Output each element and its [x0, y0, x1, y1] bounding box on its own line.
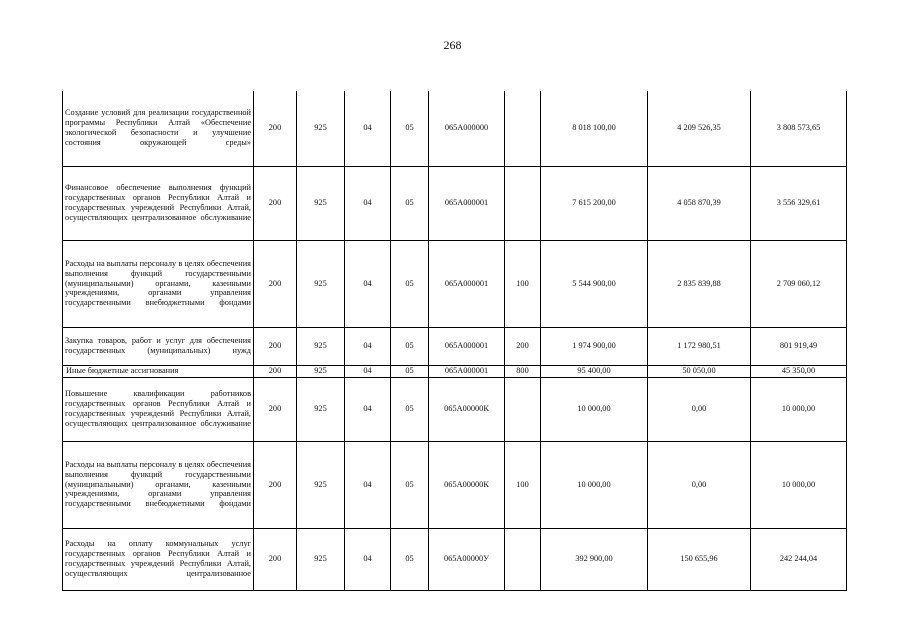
cell-amount-remaining: 10 000,00	[751, 441, 847, 528]
cell-amount-remaining: 242 244,04	[751, 528, 847, 590]
row-description: Расходы на оплату коммунальных услуг государственных органов Республики Алтай и государственных учреждений Республики Алтай, осуществляющих централизованное	[63, 528, 254, 590]
cell-amount-plan: 8 018 100,00	[541, 91, 648, 166]
cell-col1: 200	[254, 377, 297, 441]
cell-section: 04	[345, 91, 391, 166]
cell-ministry-code: 925	[297, 240, 345, 327]
table-row	[63, 441, 847, 528]
cell-subsection: 05	[391, 327, 429, 365]
table-row	[63, 91, 847, 166]
cell-subsection: 05	[391, 365, 429, 377]
cell-expense-type	[505, 166, 541, 240]
cell-ministry-code: 925	[297, 377, 345, 441]
cell-subsection: 05	[391, 441, 429, 528]
row-description: Создание условий для реализации государственной программы Республики Алтай «Обеспечение экологической безопасности и улучшение состояния окружающей среды»	[63, 91, 254, 166]
cell-ministry-code: 925	[297, 327, 345, 365]
cell-amount-executed: 2 835 839,88	[648, 240, 751, 327]
cell-target-article: 065А00000К	[429, 441, 505, 528]
cell-amount-executed: 1 172 980,51	[648, 327, 751, 365]
cell-amount-executed: 4 209 526,35	[648, 91, 751, 166]
cell-expense-type: 800	[505, 365, 541, 377]
cell-expense-type: 100	[505, 240, 541, 327]
cell-expense-type	[505, 528, 541, 590]
cell-amount-plan: 95 400,00	[541, 365, 648, 377]
cell-amount-plan: 7 615 200,00	[541, 166, 648, 240]
cell-col1: 200	[254, 441, 297, 528]
cell-ministry-code: 925	[297, 441, 345, 528]
table-row	[63, 528, 847, 590]
cell-subsection: 05	[391, 91, 429, 166]
cell-subsection: 05	[391, 377, 429, 441]
cell-target-article: 065А000001	[429, 240, 505, 327]
cell-col1: 200	[254, 365, 297, 377]
cell-amount-plan: 392 900,00	[541, 528, 648, 590]
cell-section: 04	[345, 166, 391, 240]
cell-section: 04	[345, 528, 391, 590]
cell-amount-remaining: 3 808 573,65	[751, 91, 847, 166]
cell-amount-remaining: 10 000,00	[751, 377, 847, 441]
row-description: Иные бюджетные ассигнования	[63, 365, 254, 377]
cell-subsection: 05	[391, 166, 429, 240]
cell-section: 04	[345, 365, 391, 377]
cell-subsection: 05	[391, 240, 429, 327]
budget-table	[62, 91, 847, 591]
cell-col1: 200	[254, 91, 297, 166]
budget-table-body	[63, 91, 847, 590]
cell-target-article: 065А000001	[429, 327, 505, 365]
cell-ministry-code: 925	[297, 166, 345, 240]
cell-amount-remaining: 801 919,49	[751, 327, 847, 365]
cell-amount-plan: 5 544 900,00	[541, 240, 648, 327]
cell-amount-plan: 10 000,00	[541, 441, 648, 528]
cell-expense-type	[505, 91, 541, 166]
row-description: Расходы на выплаты персоналу в целях обеспечения выполнения функций государственными (муниципальными) органами, казенными учреждениями, органами управления государственными внебюджетными фондами	[63, 240, 254, 327]
cell-section: 04	[345, 441, 391, 528]
cell-amount-plan: 1 974 900,00	[541, 327, 648, 365]
cell-amount-executed: 4 058 870,39	[648, 166, 751, 240]
cell-ministry-code: 925	[297, 365, 345, 377]
cell-col1: 200	[254, 327, 297, 365]
cell-amount-executed: 150 655,96	[648, 528, 751, 590]
cell-target-article: 065А00000К	[429, 377, 505, 441]
cell-amount-executed: 0,00	[648, 441, 751, 528]
cell-amount-remaining: 3 556 329,61	[751, 166, 847, 240]
cell-amount-plan: 10 000,00	[541, 377, 648, 441]
cell-section: 04	[345, 240, 391, 327]
table-row	[63, 240, 847, 327]
cell-ministry-code: 925	[297, 528, 345, 590]
row-description: Финансовое обеспечение выполнения функций государственных органов Республики Алтай и государственных учреждений Республики Алтай, осуществляющих централизованное обслуживание	[63, 166, 254, 240]
table-row	[63, 327, 847, 365]
row-description: Повышение квалификации работников государственных органов Республики Алтай и государственных учреждений Республики Алтай, осуществляющих централизованное обслуживание	[63, 377, 254, 441]
cell-section: 04	[345, 327, 391, 365]
cell-amount-executed: 50 050,00	[648, 365, 751, 377]
cell-expense-type	[505, 377, 541, 441]
table-row	[63, 377, 847, 441]
cell-expense-type: 200	[505, 327, 541, 365]
cell-target-article: 065А000000	[429, 91, 505, 166]
row-description: Расходы на выплаты персоналу в целях обеспечения выполнения функций государственными (муниципальными) органами, казенными учреждениями, органами управления государственными внебюджетными фондами	[63, 441, 254, 528]
row-description: Закупка товаров, работ и услуг для обеспечения государственных (муниципальных) нужд	[63, 327, 254, 365]
cell-target-article: 065А000001	[429, 166, 505, 240]
cell-section: 04	[345, 377, 391, 441]
cell-amount-remaining: 45 350,00	[751, 365, 847, 377]
cell-col1: 200	[254, 528, 297, 590]
cell-amount-executed: 0,00	[648, 377, 751, 441]
cell-subsection: 05	[391, 528, 429, 590]
cell-ministry-code: 925	[297, 91, 345, 166]
cell-expense-type: 100	[505, 441, 541, 528]
cell-col1: 200	[254, 240, 297, 327]
cell-target-article: 065А000001	[429, 365, 505, 377]
cell-col1: 200	[254, 166, 297, 240]
table-row	[63, 166, 847, 240]
table-row	[63, 365, 847, 377]
cell-amount-remaining: 2 709 060,12	[751, 240, 847, 327]
page-number: 268	[443, 38, 462, 52]
cell-target-article: 065А00000У	[429, 528, 505, 590]
